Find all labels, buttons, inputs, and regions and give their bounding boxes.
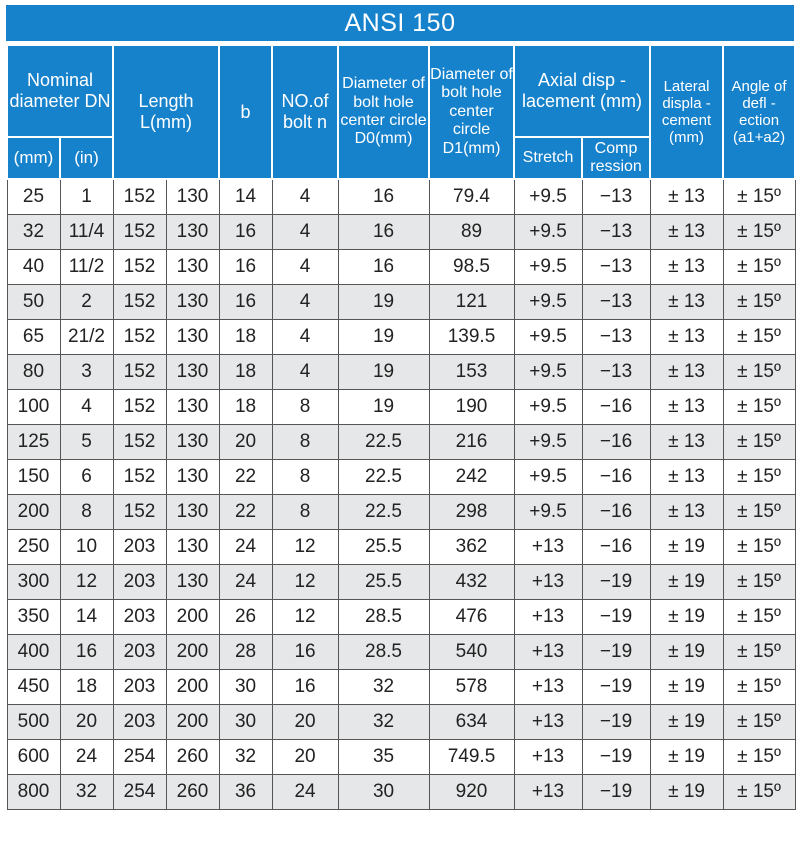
header-unit-mm: (mm)	[7, 137, 60, 179]
header-b: b	[219, 45, 272, 179]
length-l2-cell: 260	[166, 740, 219, 775]
lateral-cell: ± 13	[650, 425, 723, 460]
b-cell: 18	[219, 390, 272, 425]
dn-mm-cell: 40	[7, 250, 60, 285]
b-cell: 22	[219, 495, 272, 530]
header-unit-in: (in)	[60, 137, 113, 179]
table-row	[7, 390, 795, 425]
table-row	[7, 355, 795, 390]
angle-cell: ± 15º	[723, 179, 795, 215]
compression-cell: −19	[582, 775, 650, 810]
angle-cell: ± 15º	[723, 705, 795, 740]
compression-cell: −16	[582, 530, 650, 565]
table-title: ANSI 150	[6, 5, 794, 41]
d0-cell: 25.5	[338, 530, 429, 565]
dn-in-cell: 5	[60, 425, 113, 460]
table-row	[7, 179, 795, 215]
length-l2-cell: 130	[166, 565, 219, 600]
angle-cell: ± 15º	[723, 775, 795, 810]
angle-cell: ± 15º	[723, 355, 795, 390]
table-row	[7, 705, 795, 740]
bolt-count-cell: 4	[272, 285, 338, 320]
angle-cell: ± 15º	[723, 250, 795, 285]
dn-in-cell: 1	[60, 179, 113, 215]
d1-cell: 362	[429, 530, 514, 565]
length-l2-cell: 200	[166, 670, 219, 705]
length-l1-cell: 152	[113, 460, 166, 495]
dn-in-cell: 14	[60, 600, 113, 635]
dn-in-cell: 20	[60, 705, 113, 740]
angle-cell: ± 15º	[723, 670, 795, 705]
d1-cell: 139.5	[429, 320, 514, 355]
d0-cell: 25.5	[338, 565, 429, 600]
compression-cell: −19	[582, 635, 650, 670]
header-angle-deflection: Angle of defl -ection (a1+a2)	[723, 45, 795, 179]
angle-cell: ± 15º	[723, 425, 795, 460]
dn-mm-cell: 32	[7, 215, 60, 250]
bolt-count-cell: 8	[272, 460, 338, 495]
dn-in-cell: 8	[60, 495, 113, 530]
length-l1-cell: 203	[113, 565, 166, 600]
bolt-count-cell: 20	[272, 705, 338, 740]
table-row	[7, 530, 795, 565]
stretch-cell: +9.5	[514, 250, 582, 285]
d1-cell: 89	[429, 215, 514, 250]
lateral-cell: ± 13	[650, 215, 723, 250]
compression-cell: −16	[582, 425, 650, 460]
compression-cell: −13	[582, 250, 650, 285]
lateral-cell: ± 13	[650, 179, 723, 215]
length-l2-cell: 130	[166, 425, 219, 460]
dn-in-cell: 16	[60, 635, 113, 670]
angle-cell: ± 15º	[723, 740, 795, 775]
compression-cell: −13	[582, 285, 650, 320]
d1-cell: 540	[429, 635, 514, 670]
bolt-count-cell: 4	[272, 179, 338, 215]
compression-cell: −13	[582, 179, 650, 215]
length-l1-cell: 152	[113, 355, 166, 390]
lateral-cell: ± 13	[650, 250, 723, 285]
b-cell: 30	[219, 705, 272, 740]
length-l2-cell: 130	[166, 285, 219, 320]
header-stretch: Stretch	[514, 137, 582, 179]
stretch-cell: +13	[514, 565, 582, 600]
angle-cell: ± 15º	[723, 320, 795, 355]
stretch-cell: +9.5	[514, 425, 582, 460]
angle-cell: ± 15º	[723, 635, 795, 670]
d1-cell: 216	[429, 425, 514, 460]
length-l1-cell: 152	[113, 285, 166, 320]
d0-cell: 22.5	[338, 495, 429, 530]
b-cell: 14	[219, 179, 272, 215]
d1-cell: 634	[429, 705, 514, 740]
header-d0: Diameter of bolt hole center circle D0(mm)	[338, 45, 429, 179]
d0-cell: 28.5	[338, 600, 429, 635]
spec-table-body	[7, 179, 795, 810]
dn-mm-cell: 400	[7, 635, 60, 670]
table-row	[7, 670, 795, 705]
b-cell: 18	[219, 320, 272, 355]
lateral-cell: ± 13	[650, 495, 723, 530]
d0-cell: 32	[338, 670, 429, 705]
dn-mm-cell: 600	[7, 740, 60, 775]
length-l1-cell: 254	[113, 740, 166, 775]
bolt-count-cell: 4	[272, 355, 338, 390]
d1-cell: 242	[429, 460, 514, 495]
compression-cell: −16	[582, 495, 650, 530]
d0-cell: 19	[338, 390, 429, 425]
length-l1-cell: 152	[113, 495, 166, 530]
d1-cell: 153	[429, 355, 514, 390]
length-l2-cell: 130	[166, 215, 219, 250]
lateral-cell: ± 19	[650, 670, 723, 705]
dn-in-cell: 32	[60, 775, 113, 810]
length-l2-cell: 130	[166, 320, 219, 355]
lateral-cell: ± 19	[650, 740, 723, 775]
d0-cell: 16	[338, 215, 429, 250]
table-row	[7, 495, 795, 530]
compression-cell: −19	[582, 600, 650, 635]
stretch-cell: +9.5	[514, 320, 582, 355]
d1-cell: 432	[429, 565, 514, 600]
stretch-cell: +9.5	[514, 495, 582, 530]
stretch-cell: +9.5	[514, 285, 582, 320]
header-bolt-count: NO.of bolt n	[272, 45, 338, 179]
d0-cell: 32	[338, 705, 429, 740]
length-l2-cell: 260	[166, 775, 219, 810]
length-l1-cell: 203	[113, 530, 166, 565]
bolt-count-cell: 8	[272, 390, 338, 425]
compression-cell: −19	[582, 565, 650, 600]
compression-cell: −19	[582, 670, 650, 705]
d1-cell: 190	[429, 390, 514, 425]
b-cell: 26	[219, 600, 272, 635]
d0-cell: 30	[338, 775, 429, 810]
angle-cell: ± 15º	[723, 390, 795, 425]
b-cell: 28	[219, 635, 272, 670]
header-compression: Comp ression	[582, 137, 650, 179]
dn-mm-cell: 300	[7, 565, 60, 600]
stretch-cell: +13	[514, 600, 582, 635]
dn-in-cell: 11/4	[60, 215, 113, 250]
header-length: Length L(mm)	[113, 45, 219, 179]
table-row	[7, 740, 795, 775]
dn-mm-cell: 200	[7, 495, 60, 530]
d0-cell: 16	[338, 250, 429, 285]
b-cell: 22	[219, 460, 272, 495]
compression-cell: −19	[582, 740, 650, 775]
dn-in-cell: 4	[60, 390, 113, 425]
length-l1-cell: 152	[113, 179, 166, 215]
angle-cell: ± 15º	[723, 285, 795, 320]
length-l1-cell: 203	[113, 635, 166, 670]
angle-cell: ± 15º	[723, 460, 795, 495]
angle-cell: ± 15º	[723, 565, 795, 600]
stretch-cell: +13	[514, 670, 582, 705]
d1-cell: 121	[429, 285, 514, 320]
dn-in-cell: 12	[60, 565, 113, 600]
dn-in-cell: 2	[60, 285, 113, 320]
lateral-cell: ± 19	[650, 775, 723, 810]
d0-cell: 22.5	[338, 460, 429, 495]
angle-cell: ± 15º	[723, 530, 795, 565]
d1-cell: 298	[429, 495, 514, 530]
length-l1-cell: 203	[113, 600, 166, 635]
length-l2-cell: 130	[166, 250, 219, 285]
d0-cell: 19	[338, 285, 429, 320]
dn-mm-cell: 450	[7, 670, 60, 705]
dn-in-cell: 21/2	[60, 320, 113, 355]
lateral-cell: ± 19	[650, 635, 723, 670]
d1-cell: 79.4	[429, 179, 514, 215]
bolt-count-cell: 4	[272, 215, 338, 250]
table-row	[7, 215, 795, 250]
stretch-cell: +9.5	[514, 215, 582, 250]
length-l1-cell: 254	[113, 775, 166, 810]
dn-mm-cell: 150	[7, 460, 60, 495]
table-row	[7, 565, 795, 600]
table-row	[7, 425, 795, 460]
b-cell: 16	[219, 285, 272, 320]
b-cell: 30	[219, 670, 272, 705]
dn-in-cell: 10	[60, 530, 113, 565]
lateral-cell: ± 13	[650, 355, 723, 390]
d0-cell: 19	[338, 355, 429, 390]
length-l2-cell: 200	[166, 600, 219, 635]
bolt-count-cell: 8	[272, 495, 338, 530]
table-row	[7, 460, 795, 495]
table-row	[7, 600, 795, 635]
dn-mm-cell: 80	[7, 355, 60, 390]
b-cell: 16	[219, 250, 272, 285]
dn-in-cell: 3	[60, 355, 113, 390]
length-l1-cell: 152	[113, 425, 166, 460]
stretch-cell: +9.5	[514, 460, 582, 495]
table-row	[7, 250, 795, 285]
stretch-cell: +9.5	[514, 390, 582, 425]
dn-mm-cell: 350	[7, 600, 60, 635]
d1-cell: 920	[429, 775, 514, 810]
lateral-cell: ± 13	[650, 320, 723, 355]
header-d1: Diameter of bolt hole center circle D1(mm)	[429, 45, 514, 179]
d1-cell: 98.5	[429, 250, 514, 285]
dn-mm-cell: 65	[7, 320, 60, 355]
d0-cell: 22.5	[338, 425, 429, 460]
lateral-cell: ± 19	[650, 705, 723, 740]
lateral-cell: ± 13	[650, 460, 723, 495]
dn-in-cell: 6	[60, 460, 113, 495]
d0-cell: 35	[338, 740, 429, 775]
dn-mm-cell: 100	[7, 390, 60, 425]
stretch-cell: +9.5	[514, 179, 582, 215]
b-cell: 18	[219, 355, 272, 390]
dn-in-cell: 18	[60, 670, 113, 705]
stretch-cell: +9.5	[514, 355, 582, 390]
length-l2-cell: 200	[166, 705, 219, 740]
angle-cell: ± 15º	[723, 215, 795, 250]
bolt-count-cell: 24	[272, 775, 338, 810]
table-row	[7, 775, 795, 810]
bolt-count-cell: 4	[272, 250, 338, 285]
b-cell: 24	[219, 565, 272, 600]
dn-mm-cell: 25	[7, 179, 60, 215]
d1-cell: 578	[429, 670, 514, 705]
dn-in-cell: 24	[60, 740, 113, 775]
length-l2-cell: 130	[166, 390, 219, 425]
compression-cell: −13	[582, 320, 650, 355]
compression-cell: −16	[582, 460, 650, 495]
length-l1-cell: 203	[113, 670, 166, 705]
d1-cell: 749.5	[429, 740, 514, 775]
dn-in-cell: 11/2	[60, 250, 113, 285]
bolt-count-cell: 8	[272, 425, 338, 460]
b-cell: 36	[219, 775, 272, 810]
length-l1-cell: 203	[113, 705, 166, 740]
stretch-cell: +13	[514, 530, 582, 565]
dn-mm-cell: 250	[7, 530, 60, 565]
table-row	[7, 285, 795, 320]
length-l2-cell: 130	[166, 530, 219, 565]
length-l1-cell: 152	[113, 320, 166, 355]
bolt-count-cell: 12	[272, 600, 338, 635]
header-nominal-diameter: Nominal diameter DN	[7, 45, 113, 137]
d0-cell: 28.5	[338, 635, 429, 670]
bolt-count-cell: 4	[272, 320, 338, 355]
lateral-cell: ± 19	[650, 600, 723, 635]
header-lateral-displacement: Lateral displa -cement (mm)	[650, 45, 723, 179]
length-l2-cell: 130	[166, 495, 219, 530]
b-cell: 20	[219, 425, 272, 460]
compression-cell: −13	[582, 215, 650, 250]
compression-cell: −19	[582, 705, 650, 740]
table-row	[7, 320, 795, 355]
stretch-cell: +13	[514, 775, 582, 810]
lateral-cell: ± 13	[650, 285, 723, 320]
stretch-cell: +13	[514, 740, 582, 775]
stretch-cell: +13	[514, 705, 582, 740]
bolt-count-cell: 12	[272, 530, 338, 565]
lateral-cell: ± 13	[650, 390, 723, 425]
length-l2-cell: 130	[166, 460, 219, 495]
table-row	[7, 635, 795, 670]
length-l1-cell: 152	[113, 390, 166, 425]
header-axial-displacement: Axial disp -lacement (mm)	[514, 45, 650, 137]
b-cell: 32	[219, 740, 272, 775]
angle-cell: ± 15º	[723, 495, 795, 530]
bolt-count-cell: 20	[272, 740, 338, 775]
d0-cell: 19	[338, 320, 429, 355]
lateral-cell: ± 19	[650, 530, 723, 565]
dn-mm-cell: 800	[7, 775, 60, 810]
length-l2-cell: 130	[166, 355, 219, 390]
length-l2-cell: 200	[166, 635, 219, 670]
dn-mm-cell: 500	[7, 705, 60, 740]
b-cell: 16	[219, 215, 272, 250]
stretch-cell: +13	[514, 635, 582, 670]
b-cell: 24	[219, 530, 272, 565]
lateral-cell: ± 19	[650, 565, 723, 600]
dn-mm-cell: 125	[7, 425, 60, 460]
bolt-count-cell: 16	[272, 635, 338, 670]
d0-cell: 16	[338, 179, 429, 215]
compression-cell: −13	[582, 355, 650, 390]
length-l1-cell: 152	[113, 215, 166, 250]
angle-cell: ± 15º	[723, 600, 795, 635]
d1-cell: 476	[429, 600, 514, 635]
bolt-count-cell: 16	[272, 670, 338, 705]
compression-cell: −16	[582, 390, 650, 425]
length-l1-cell: 152	[113, 250, 166, 285]
bolt-count-cell: 12	[272, 565, 338, 600]
length-l2-cell: 130	[166, 179, 219, 215]
dn-mm-cell: 50	[7, 285, 60, 320]
spec-table	[6, 44, 796, 810]
